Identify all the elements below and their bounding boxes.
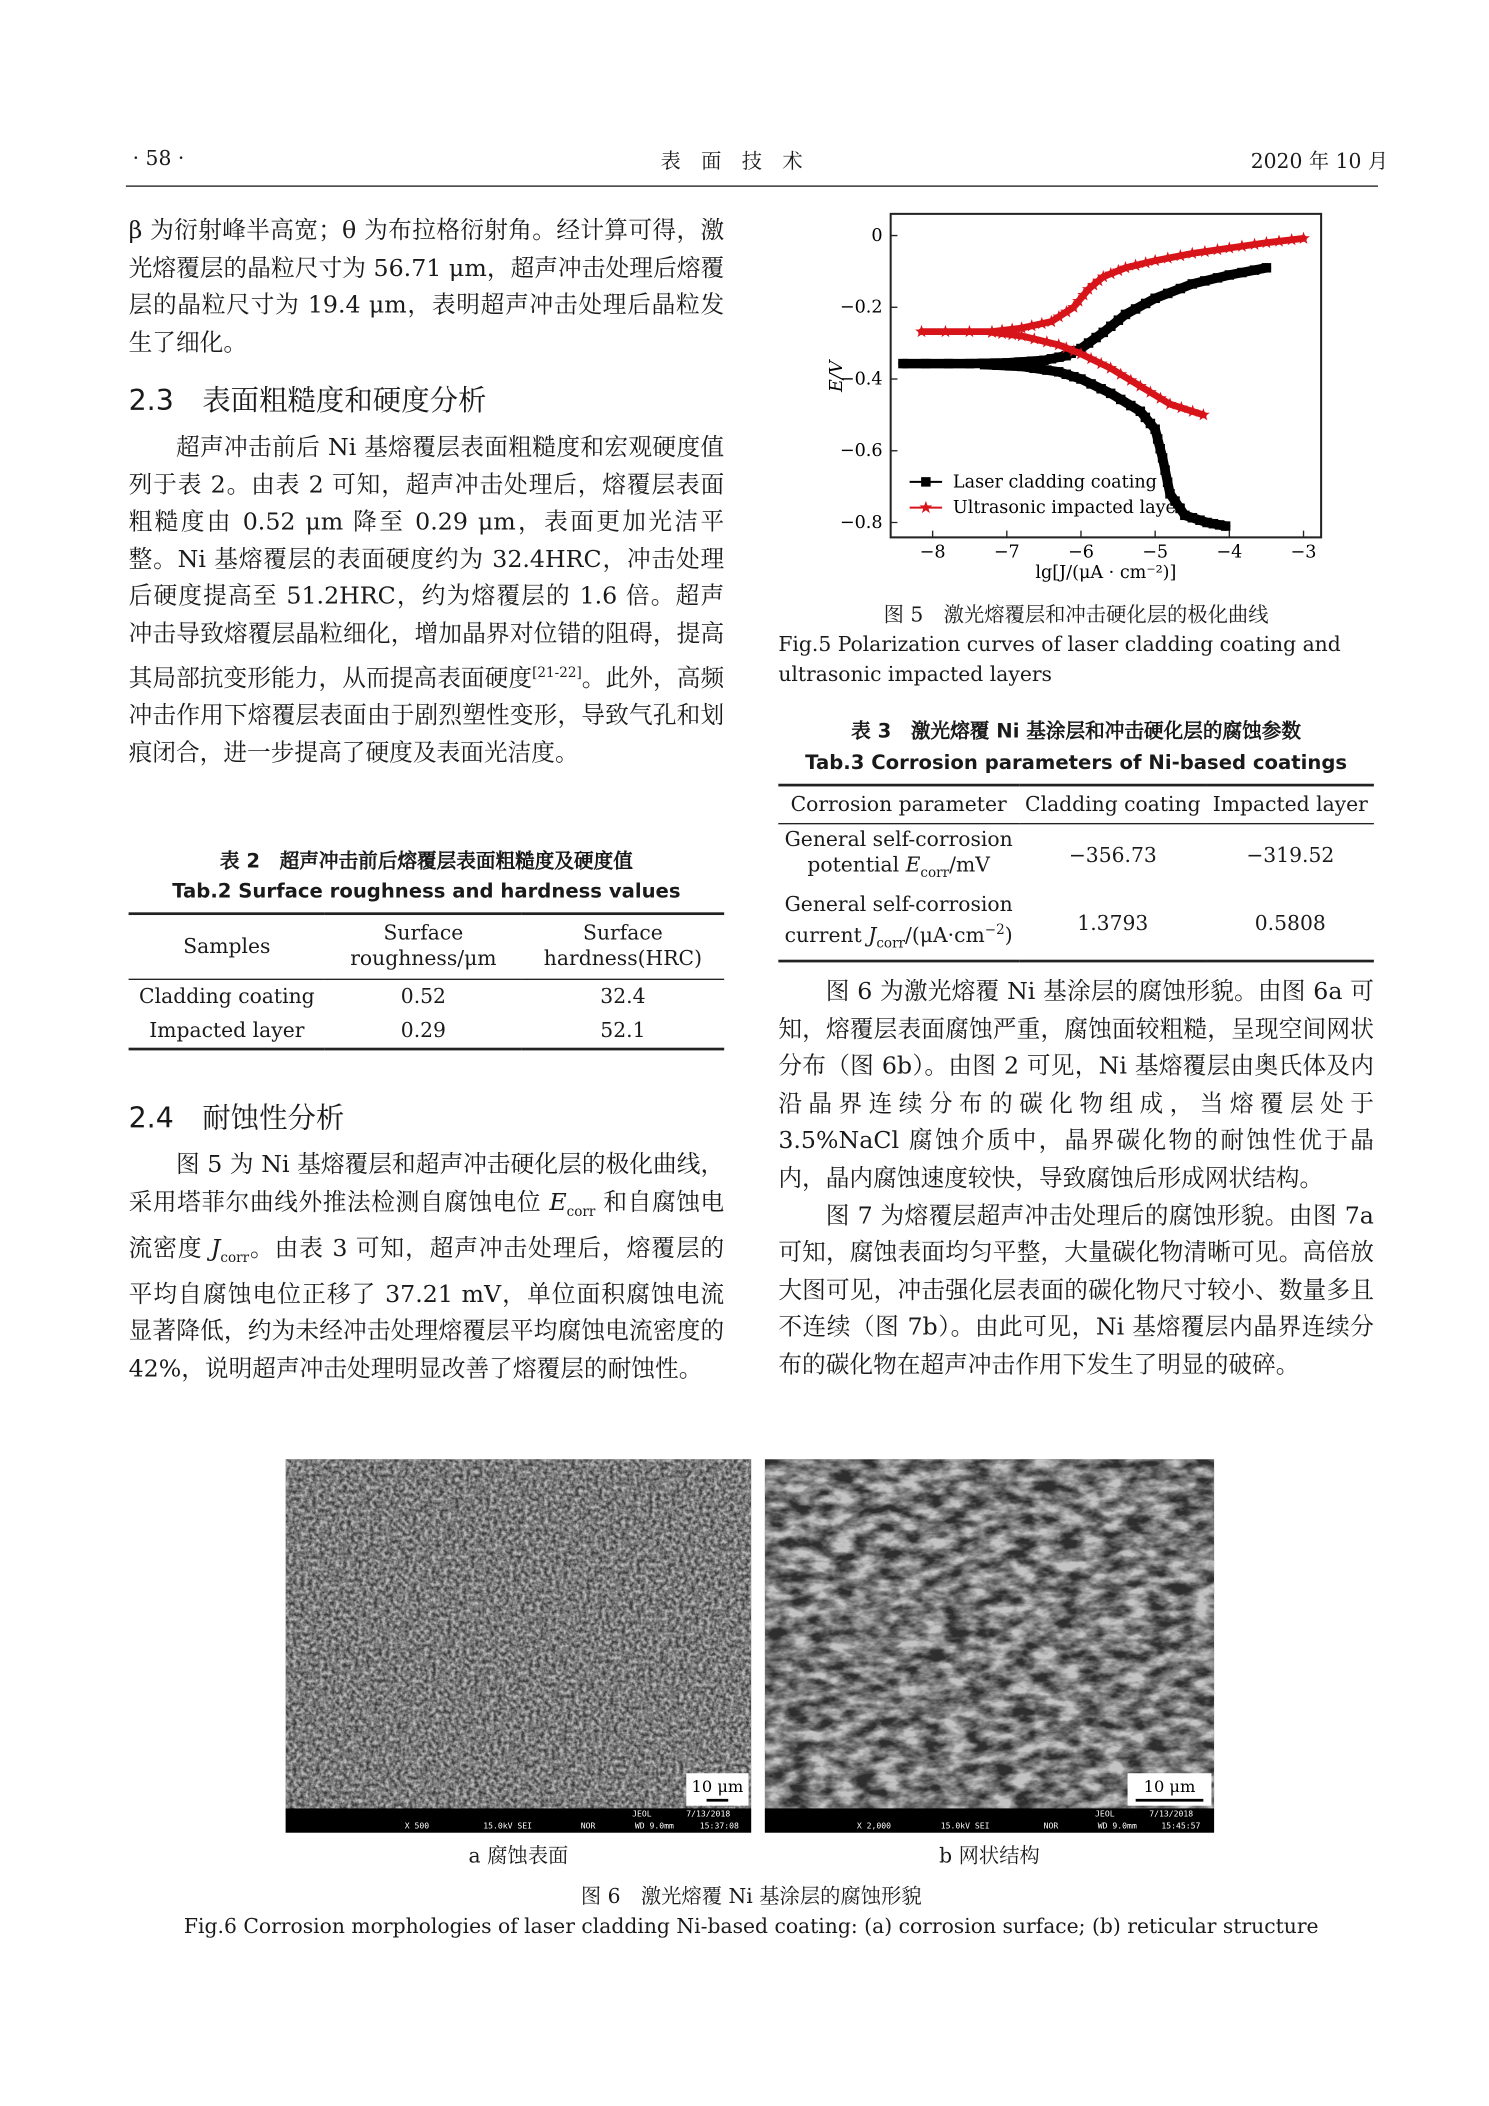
svg-text:JEOL: JEOL	[632, 1808, 652, 1819]
table-3: Corrosion parameter Cladding coating Impacted layer General self-corrosion potential $E_{corr}/mV$ −356.73 −319.52 General self-corrosion current $J_{corr}/(\mu A\cdot cm^{-2})$ 1.3793 0.5808	[778, 784, 1374, 962]
legend-label: Ultrasonic impacted layer	[952, 498, 1185, 519]
sem-image-a	[286, 1459, 752, 1833]
fig6-caption-cn: 图 6 激光熔覆 Ni 基涂层的腐蚀形貌	[580, 1884, 922, 1909]
data-point	[921, 359, 930, 368]
svg-text:WD 9.0mm: WD 9.0mm	[1097, 1820, 1137, 1831]
table3-title-cn: 表 3 激光熔覆 Ni 基涂层和冲击硬化层的腐蚀参数	[851, 721, 1302, 744]
y-tick-label: −0.2	[839, 297, 883, 318]
data-point	[1188, 279, 1197, 288]
svg-text:7/13/2018: 7/13/2018	[686, 1808, 731, 1819]
data-point	[1153, 434, 1162, 443]
data-point	[915, 325, 928, 337]
data-point	[1030, 364, 1039, 373]
svg-text:NOR: NOR	[580, 1820, 596, 1831]
legend-label: Laser cladding coating	[952, 472, 1157, 493]
svg-text:15:45:57: 15:45:57	[1161, 1820, 1201, 1831]
data-point	[1225, 270, 1234, 279]
paragraph: 超声冲击前后 Ni 基熔覆层表面粗糙度和宏观硬度值列于表 2。由表 2 可知，超声冲击处理后，熔覆层表面粗糙度由 0.52 μm 降至 0.29 μm，表面更加光洁平整。Ni 基熔覆层的表面硬度约为 32.4HRC，冲击处理后硬度提高至 51.2HRC，约为熔覆层的 1.6 倍。超声冲击导致熔覆层晶粒细化，增加晶界对位错的阻碍，提高其局部抗变形能力，从而提高表面硬度[21-22]。此外，高频冲击作用下熔覆层表面由于剧烈塑性变形，导致气孔和划痕闭合，进一步提高了硬度及表面光洁度。	[128, 434, 725, 767]
data-point	[1150, 294, 1159, 303]
table-row: Impacted layer 0.29 52.1	[149, 1017, 646, 1043]
journal-title: 表 面 技 术	[660, 148, 803, 174]
x-tick-label: −8	[919, 542, 946, 563]
table-row: General self-corrosion potential $E_{corr}/mV$ −356.73 −319.52	[784, 826, 1335, 881]
data-point	[1005, 361, 1014, 370]
data-point	[1096, 384, 1105, 393]
svg-text:NOR: NOR	[1043, 1820, 1059, 1831]
table3-title-en: Tab.3 Corrosion parameters of Ni-based coatings	[805, 752, 1348, 775]
data-point	[1076, 374, 1085, 383]
data-point	[992, 361, 1001, 370]
x-tick-label: −4	[1216, 542, 1243, 563]
header-rule	[126, 185, 1378, 186]
data-point	[944, 359, 953, 368]
page-number: · 58 ·	[132, 146, 185, 171]
x-tick-label: −5	[1142, 542, 1169, 563]
x-tick-label: −7	[993, 542, 1020, 563]
sem-image-b	[765, 1459, 1214, 1833]
data-point	[939, 325, 952, 337]
data-point	[1163, 478, 1172, 487]
data-point	[1176, 284, 1185, 293]
data-point	[1221, 521, 1230, 530]
x-tick-label: −6	[1068, 542, 1094, 563]
data-point	[963, 325, 976, 337]
data-point	[1106, 389, 1115, 398]
y-tick-label: −0.6	[839, 441, 883, 462]
data-point	[1131, 304, 1140, 313]
data-point	[1017, 362, 1026, 371]
table2-title-cn: 表 2 超声冲击前后熔覆层表面粗糙度及硬度值	[219, 851, 633, 874]
section-heading-2-3: 2.3 表面粗糙度和硬度分析	[128, 384, 487, 417]
svg-text:X 500: X 500	[404, 1820, 430, 1831]
fig6-caption-en: Fig.6 Corrosion morphologies of laser cladding Ni-based coating: (a) corrosion surface; (b) reticular structure	[183, 1913, 1319, 1939]
data-point	[965, 359, 974, 368]
y-tick-label: −0.8	[839, 512, 883, 533]
data-point	[1160, 465, 1169, 474]
data-point	[1150, 424, 1159, 433]
scale-bar-label: 10 μm	[1143, 1777, 1196, 1797]
data-point	[1116, 395, 1125, 404]
paragraph: 图 6 为激光熔覆 Ni 基涂层的腐蚀形貌。由图 6a 可知，熔覆层表面腐蚀严重，腐蚀面较粗糙，呈现空间网状分布（图 6b）。由图 2 可见，Ni 基熔覆层由奥氏体及内沿晶界连续分布的碳化物组成，当熔覆层处于 3.5%NaCl 腐蚀介质中，晶界碳化物的耐蚀性优于晶内，晶内腐蚀速度较快，导致腐蚀后形成网状结构。 图 7 为熔覆层超声冲击处理后的腐蚀形貌。由图 7a 可知，腐蚀表面均匀平整，大量碳化物清晰可见。高倍放大图可见，冲击强化层表面的碳化物尺寸较小、数量多且不连续（图 7b）。由此可见，Ni 基熔覆层内晶界连续分布的碳化物在超声冲击作用下发生了明显的破碎。	[778, 978, 1374, 1380]
paragraph: 图 5 为 Ni 基熔覆层和超声冲击硬化层的极化曲线，采用塔菲尔曲线外推法检测自腐蚀电位 $E_{corr}$ 和自腐蚀电流密度 $J_{corr}$。由表 3 可知，超声冲击处理后，熔覆层的平均自腐蚀电位正移了 37.21 mV，单位面积腐蚀电流显著降低，约为未经冲击处理熔覆层平均腐蚀电流密度的 42%，说明超声冲击处理明显改善了熔覆层的耐蚀性。	[128, 1151, 725, 1384]
data-point	[1126, 401, 1135, 410]
data-point	[1250, 265, 1259, 274]
data-point	[1158, 453, 1167, 462]
svg-text:15.0kV SEI: 15.0kV SEI	[483, 1820, 533, 1831]
svg-text:X 2,000: X 2,000	[856, 1820, 892, 1831]
data-point	[898, 359, 907, 368]
table-row: General self-corrosion current $J_{corr}/(\mu A\cdot cm^{-2})$ 1.3793 0.5808	[784, 891, 1326, 951]
x-tick-label: −3	[1290, 542, 1317, 563]
data-point	[1262, 263, 1271, 272]
series-line-anodic	[922, 238, 1304, 331]
data-point	[1141, 299, 1150, 308]
svg-text:15.0kV SEI: 15.0kV SEI	[940, 1820, 990, 1831]
table2-title-en: Tab.2 Surface roughness and hardness values	[172, 881, 681, 903]
data-point	[980, 360, 989, 369]
y-tick-label: −0.4	[839, 369, 883, 390]
data-point	[1121, 310, 1130, 319]
data-point	[1200, 276, 1209, 285]
paragraph: β 为衍射峰半高宽；θ 为布拉格衍射角。经计算可得，激光熔覆层的晶粒尺寸为 56.71 μm，超声冲击处理后熔覆层的晶粒尺寸为 19.4 μm，表明超声冲击处理后晶粒发生了细化。	[128, 217, 725, 358]
y-tick-label: 0	[871, 225, 883, 246]
fig6a-label: a 腐蚀表面	[468, 1843, 569, 1868]
y-axis-label: E/V	[826, 360, 847, 393]
fig5-caption-en: Fig.5 Polarization curves of laser cladding coating and ultrasonic impacted layers	[778, 632, 1341, 687]
issue-date: 2020 年 10 月	[1250, 148, 1389, 174]
svg-text:WD 9.0mm: WD 9.0mm	[634, 1820, 674, 1831]
data-point	[1163, 289, 1172, 298]
fig6b-label: b 网状结构	[939, 1843, 1040, 1868]
section-heading-2-4: 2.4 耐蚀性分析	[128, 1101, 345, 1135]
data-point	[1237, 268, 1246, 277]
svg-text:15:37:08: 15:37:08	[699, 1820, 739, 1831]
citation: [21-22]	[532, 665, 582, 681]
x-axis-label: lg[J/(μA · cm⁻²)]	[1035, 562, 1177, 583]
data-point	[1155, 444, 1164, 453]
data-point	[921, 477, 930, 486]
data-point	[1086, 379, 1095, 388]
data-point	[919, 501, 932, 513]
data-point	[1213, 273, 1222, 282]
table-row: Cladding coating 0.52 32.4	[139, 983, 646, 1009]
data-point	[1042, 365, 1051, 374]
scale-bar-label: 10 μm	[691, 1777, 744, 1797]
polarization-chart	[812, 203, 1353, 589]
svg-text:7/13/2018: 7/13/2018	[1149, 1808, 1194, 1819]
fig5-caption-cn: 图 5 激光熔覆层和冲击硬化层的极化曲线	[883, 602, 1269, 627]
table-2: Samples Surface roughness/μm Surface hardness(HRC) Cladding coating 0.52 32.4 Impacted layer 0.29 52.1	[129, 912, 725, 1050]
svg-text:JEOL: JEOL	[1095, 1808, 1115, 1819]
